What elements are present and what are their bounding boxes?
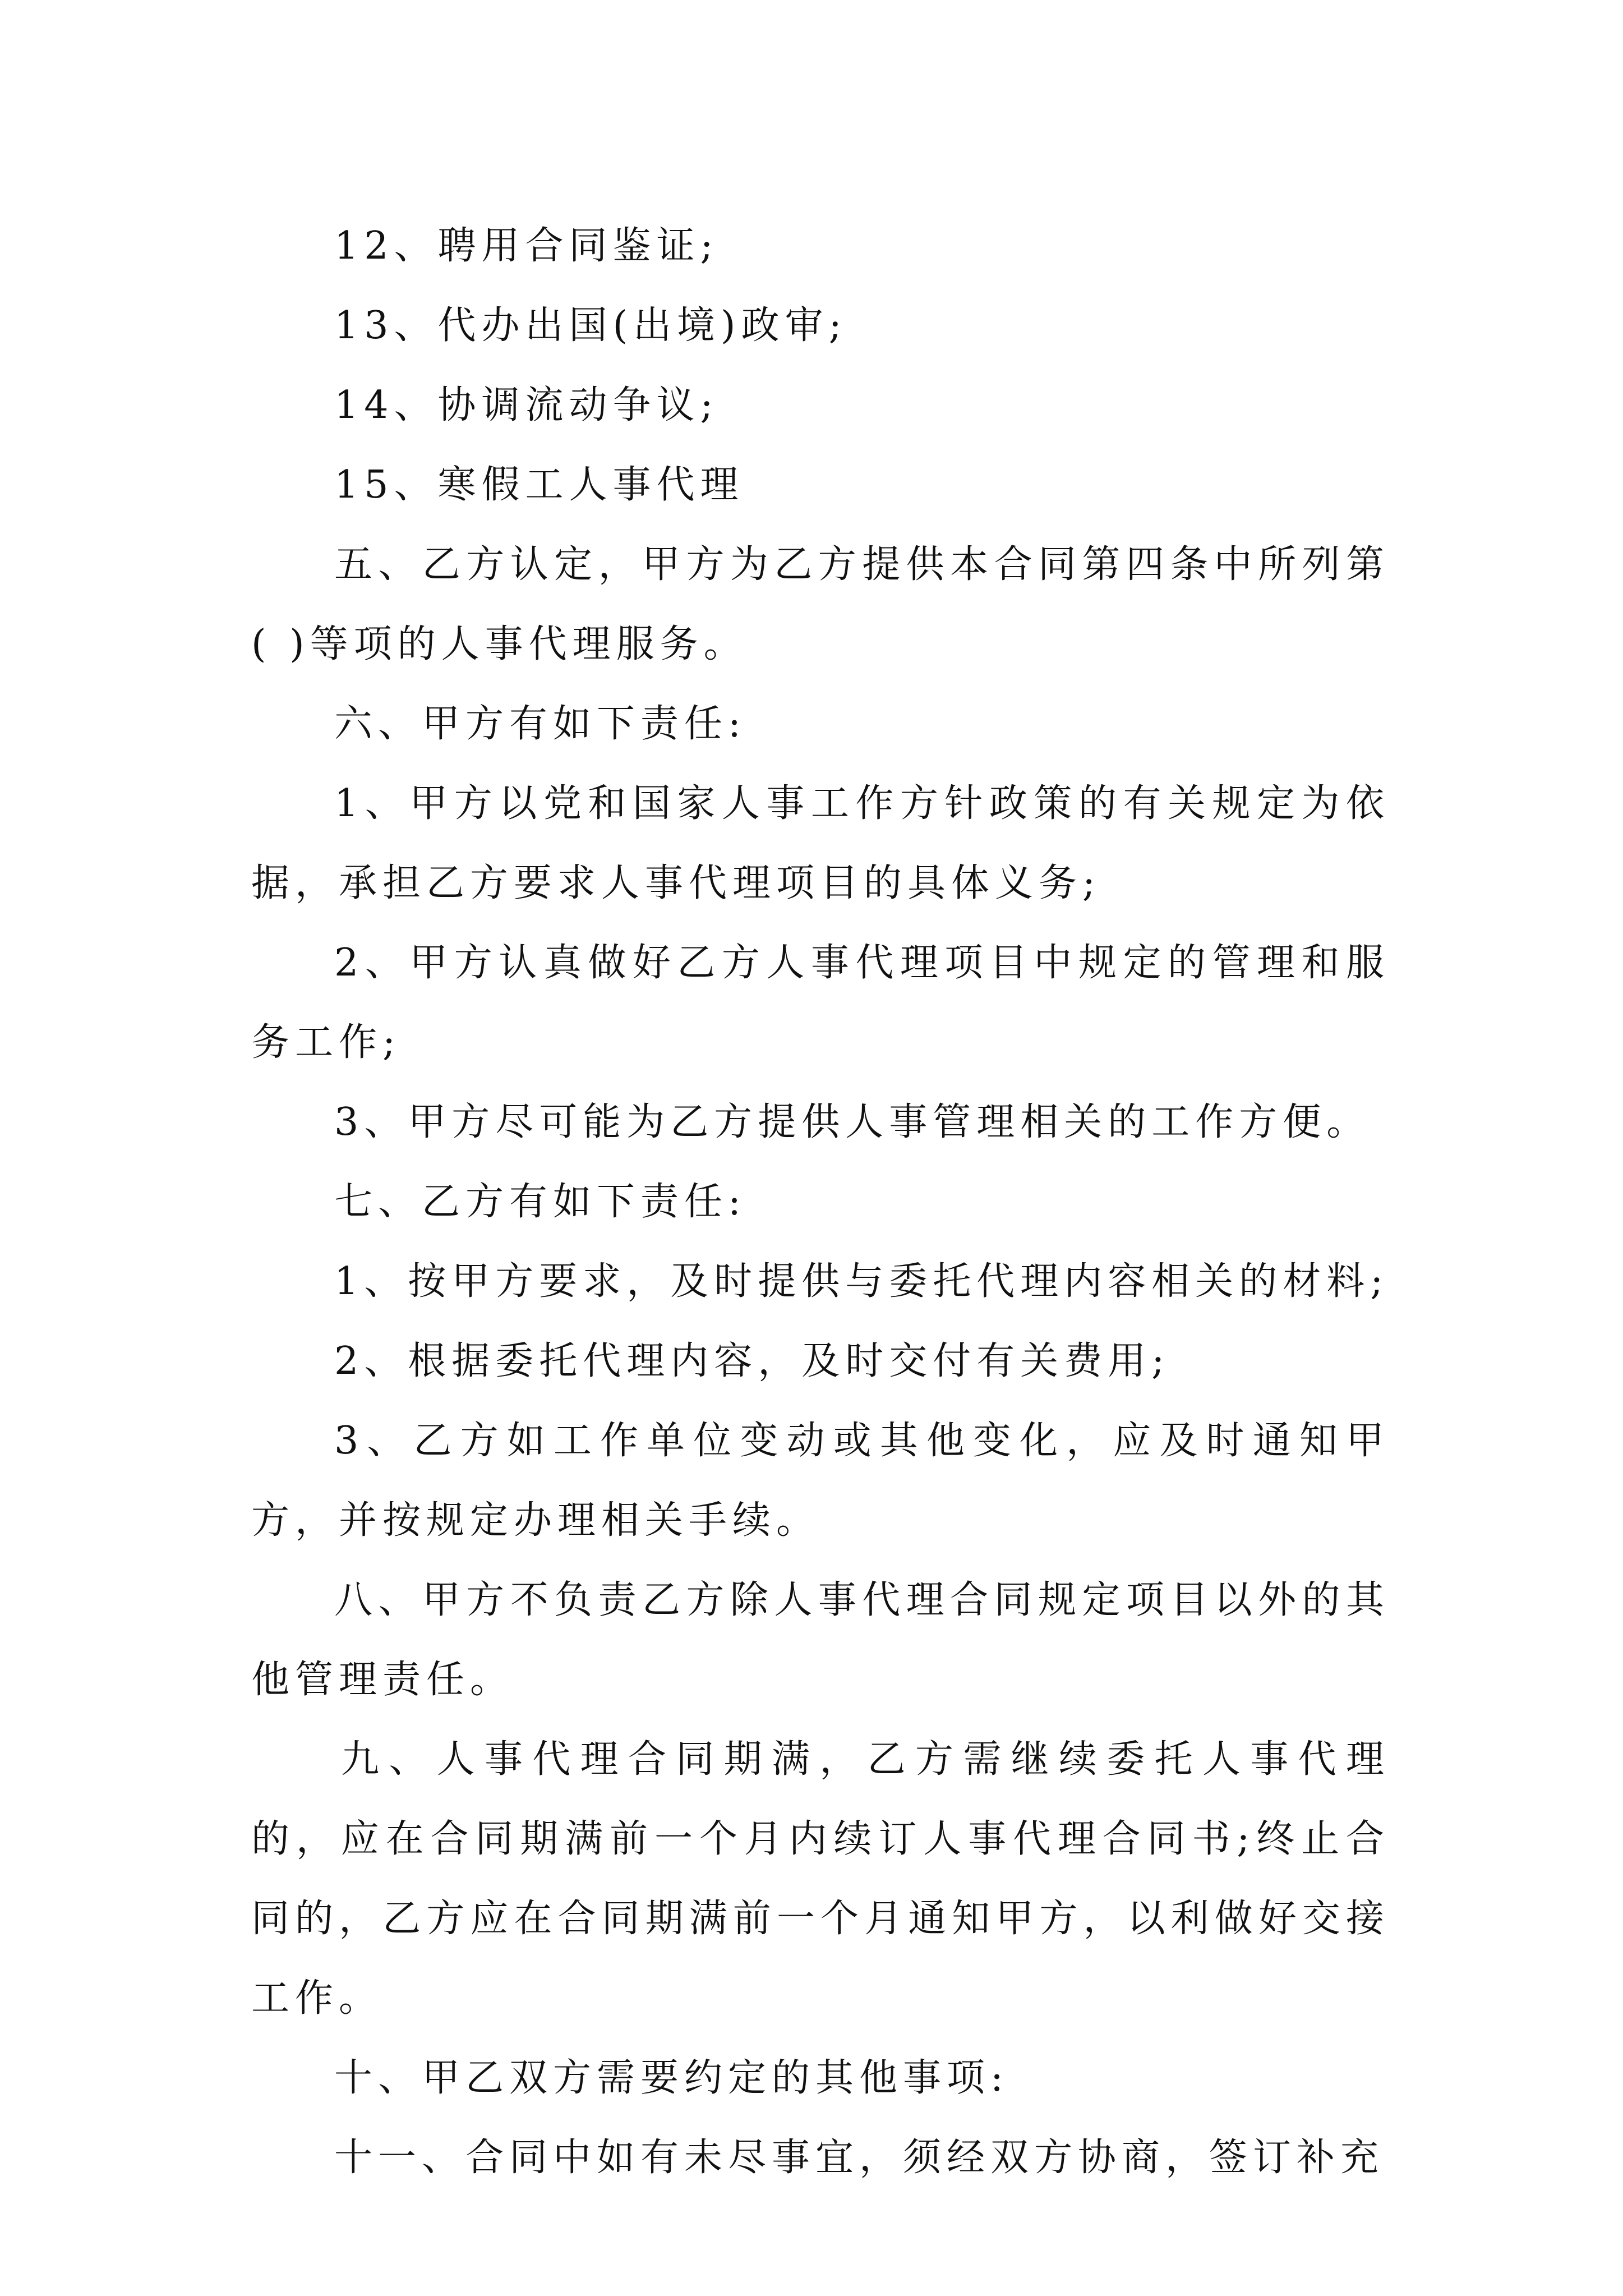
clause-item-13: 13、代办出国(出境)政审; [334, 303, 847, 348]
article-10: 十、甲乙双方需要约定的其他事项: [334, 2056, 1009, 2100]
clause-item-15: 15、寒假工人事代理 [334, 463, 744, 507]
document-body [251, 206, 1390, 2198]
article-7-item-2: 2、根据委托代理内容，及时交付有关费用; [334, 1339, 1170, 1383]
article-6-item-3: 3、甲方尽可能为乙方提供人事管理相关的工作方便。 [334, 1100, 1371, 1144]
article-11: 十一、合同中如有未尽事宜，须经双方协商，签订补充 [334, 2136, 1385, 2180]
article-7-item-3: 3、乙方如工作单位变动或其他变化，应及时通知甲方，并按规定办理相关手续。 [251, 1419, 1390, 1543]
clause-item-14: 14、协调流动争议; [334, 383, 719, 427]
article-6-item-1: 1、甲方以党和国家人事工作方针政策的有关规定为依据，承担乙方要求人事代理项目的具体义务; [251, 781, 1390, 905]
article-7-heading: 七、乙方有如下责任: [334, 1180, 746, 1224]
clause-item-12: 12、聘用合同鉴证; [334, 224, 719, 268]
article-8: 八、甲方不负责乙方除人事代理合同规定项目以外的其他管理责任。 [251, 1578, 1390, 1702]
article-9: 九、人事代理合同期满，乙方需继续委托人事代理的，应在合同期满前一个月内续订人事代理合同书;终止合同的，乙方应在合同期满前一个月通知甲方，以利做好交接工作。 [251, 1737, 1390, 2021]
article-6-item-2: 2、甲方认真做好乙方人事代理项目中规定的管理和服务工作; [251, 941, 1390, 1065]
article-5: 五、乙方认定，甲方为乙方提供本合同第四条中所列第( )等项的人事代理服务。 [251, 542, 1390, 666]
article-6-heading: 六、甲方有如下责任: [334, 702, 746, 746]
article-7-item-1: 1、按甲方要求，及时提供与委托代理内容相关的材料; [334, 1259, 1389, 1304]
